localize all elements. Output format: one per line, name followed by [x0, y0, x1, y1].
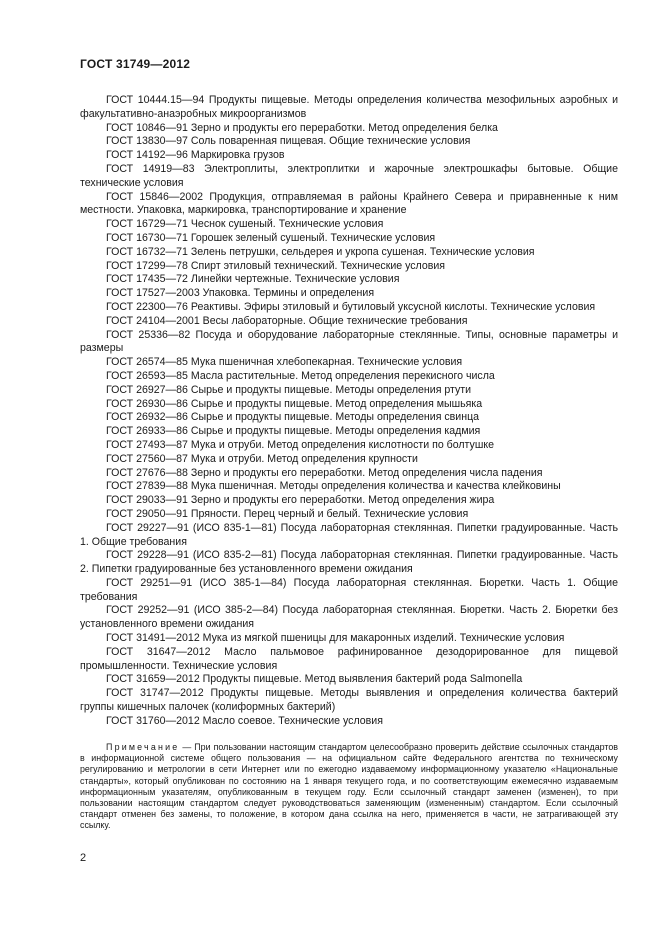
reference-item: ГОСТ 27493—87 Мука и отруби. Метод определения кислотности по болтушке — [106, 438, 494, 451]
reference-item: ГОСТ 29228—91 (ИСО 835-2—81) Посуда лабораторная стеклянная. Пипетки градуированные. Часть 2. Пипетки градуированные без установленного времени ожидания — [80, 549, 618, 576]
note-label: Примечание — [106, 742, 180, 752]
reference-item: ГОСТ 29050—91 Пряности. Перец черный и белый. Технические условия — [106, 507, 469, 520]
reference-item: ГОСТ 31747—2012 Продукты пищевые. Методы выявления и определения количества бактерий группы кишечных палочек (колиформных бактерий) — [80, 687, 618, 714]
normative-references-list — [80, 94, 618, 729]
reference-item: ГОСТ 14919—83 Электроплиты, электроплитки и жарочные электрошкафы бытовые. Общие технические условия — [80, 162, 618, 189]
reference-item: ГОСТ 16732—71 Зелень петрушки, сельдерея и укропа сушеная. Технические условия — [106, 245, 535, 258]
reference-item: ГОСТ 17299—78 Спирт этиловый технический. Технические условия — [106, 259, 446, 272]
reference-item: ГОСТ 16730—71 Горошек зеленый сушеный. Технические условия — [106, 231, 436, 244]
reference-item: ГОСТ 22300—76 Реактивы. Эфиры этиловый и бутиловый уксусной кислоты. Технические условия — [106, 300, 596, 313]
reference-item: ГОСТ 27839—88 Мука пшеничная. Методы определения количества и качества клейковины — [106, 480, 561, 493]
reference-item: ГОСТ 10846—91 Зерно и продукты его переработки. Метод определения белка — [106, 121, 498, 134]
note-text: — При пользовании настоящим стандартом целесообразно проверить действие ссылочных стандартов в информационной системе общего пользования — на официальном сайте Федерального агентства по техническому регулированию и метрологии в сети Интернет или по ежегодно издаваемому информационному указателю «Национальные стандарты», который опубликован по состоянию на 1 января текущего года, и по соответствующим ежемесячно издаваемым информационным указателям, опубликованным в текущем году. Если ссылочный стандарт заменен (изменен), то при пользовании настоящим стандартом следует руководствоваться заменяющим (измененным) стандартом. Если ссылочный стандарт отменен без замены, то положение, в котором дана ссылка на него, применяется в части, не затрагивающей эту ссылку. — [80, 742, 619, 831]
page-number: 2 — [80, 852, 87, 864]
reference-item: ГОСТ 26927—86 Сырье и продукты пищевые. Методы определения ртути — [106, 383, 472, 396]
reference-item: ГОСТ 15846—2002 Продукция, отправляемая в районы Крайнего Севера и приравненные к ним местности. Упаковка, маркировка, транспортирование и хранение — [80, 190, 618, 217]
reference-item: ГОСТ 31659—2012 Продукты пищевые. Метод выявления бактерий рода Salmonella — [106, 673, 523, 686]
reference-item: ГОСТ 26933—86 Сырье и продукты пищевые. Методы определения кадмия — [106, 425, 481, 438]
reference-item: ГОСТ 17435—72 Линейки чертежные. Технические условия — [106, 273, 400, 286]
reference-item: ГОСТ 25336—82 Посуда и оборудование лабораторные стеклянные. Типы, основные параметры и размеры — [80, 328, 618, 355]
reference-item: ГОСТ 27676—88 Зерно и продукты его переработки. Метод определения числа падения — [106, 466, 543, 479]
reference-item: ГОСТ 24104—2001 Весы лабораторные. Общие технические требования — [106, 314, 468, 327]
reference-item: ГОСТ 16729—71 Чеснок сушеный. Технические условия — [106, 218, 384, 231]
reference-item: ГОСТ 31760—2012 Масло соевое. Технические условия — [106, 714, 383, 727]
reference-item: ГОСТ 29251—91 (ИСО 385-1—84) Посуда лабораторная стеклянная. Бюретки. Часть 1. Общие требования — [80, 576, 618, 603]
reference-item: ГОСТ 26593—85 Масла растительные. Метод определения перекисного числа — [106, 369, 495, 382]
document-header: ГОСТ 31749—2012 — [80, 57, 191, 71]
reference-item: ГОСТ 26574—85 Мука пшеничная хлебопекарная. Технические условия — [106, 356, 463, 369]
reference-item: ГОСТ 29252—91 (ИСО 385-2—84) Посуда лабораторная стеклянная. Бюретки. Часть 2. Бюретки без установленного времени ожидания — [80, 604, 618, 631]
reference-item: ГОСТ 26930—86 Сырье и продукты пищевые. Метод определения мышьяка — [106, 397, 483, 410]
reference-item: ГОСТ 27560—87 Мука и отруби. Метод определения крупности — [106, 452, 418, 465]
reference-item: ГОСТ 17527—2003 Упаковка. Термины и определения — [106, 287, 375, 300]
reference-item: ГОСТ 14192—96 Маркировка грузов — [106, 149, 285, 162]
note-paragraph — [80, 742, 618, 832]
reference-item: ГОСТ 29227—91 (ИСО 835-1—81) Посуда лабораторная стеклянная. Пипетки градуированные. Часть 1. Общие требования — [80, 521, 618, 548]
reference-item: ГОСТ 31647—2012 Масло пальмовое рафинированное дезодорированное для пищевой промышленности. Технические условия — [80, 645, 618, 672]
reference-item: ГОСТ 13830—97 Соль поваренная пищевая. Общие технические условия — [106, 135, 471, 148]
reference-item: ГОСТ 10444.15—94 Продукты пищевые. Методы определения количества мезофильных аэробных и факультативно-анаэробных микроорганизмов — [80, 94, 618, 120]
reference-item: ГОСТ 26932—86 Сырье и продукты пищевые. Методы определения свинца — [106, 411, 480, 424]
reference-item: ГОСТ 29033—91 Зерно и продукты его переработки. Метод определения жира — [106, 494, 495, 507]
reference-item: ГОСТ 31491—2012 Мука из мягкой пшеницы для макаронных изделий. Технические условия — [106, 632, 565, 645]
